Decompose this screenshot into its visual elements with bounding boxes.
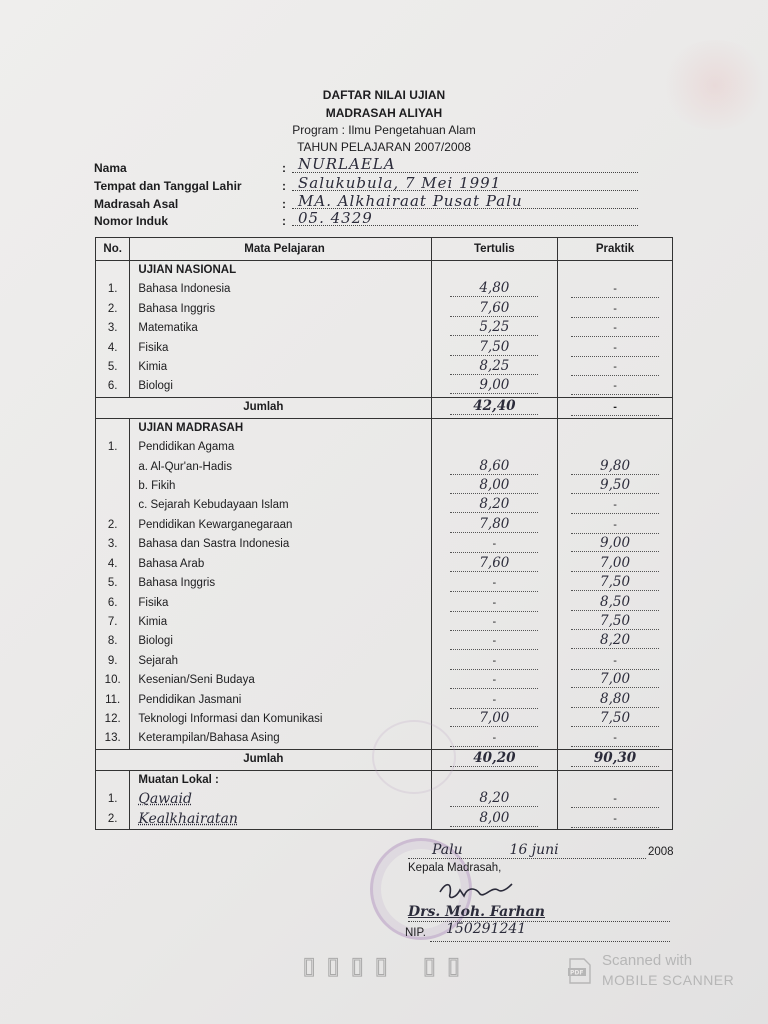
written-score-value: - (450, 634, 538, 650)
pdf-icon (568, 958, 592, 984)
subject-name: Biologi (130, 377, 431, 397)
table-row (96, 377, 673, 397)
section-practice (558, 418, 673, 438)
total-practice-value: - (571, 400, 659, 416)
total-practice (558, 397, 673, 418)
practice-score-value: - (571, 341, 659, 357)
practice-score (558, 810, 673, 830)
section-row (96, 261, 673, 281)
student-id-label: Nomor Induk (94, 214, 168, 228)
subject-name: Bahasa Arab (130, 555, 431, 574)
written-score-value: - (450, 693, 538, 709)
table-row (96, 319, 673, 338)
row-number: 5. (96, 358, 130, 377)
scanner-line1: Scanned with (602, 952, 693, 969)
student-id-colon: : (282, 214, 286, 228)
row-number: 3. (96, 535, 130, 554)
subject-name: Bahasa Inggris (130, 574, 431, 593)
table-row (96, 691, 673, 710)
written-score (431, 516, 557, 535)
written-score (431, 535, 557, 554)
practice-score-value: - (571, 498, 659, 514)
subject-name: Pendidikan Agama (130, 438, 431, 457)
table-row (96, 300, 673, 319)
written-score-value: 7,60 (450, 301, 538, 317)
table-row (96, 516, 673, 535)
row-number: 3. (96, 319, 130, 338)
table-row (96, 594, 673, 613)
signing-year: 2008 (648, 846, 674, 858)
practice-score (558, 594, 673, 613)
program-line: Program : Ilmu Pengetahuan Alam (292, 123, 476, 137)
section-row (96, 418, 673, 438)
practice-score (558, 535, 673, 554)
total-written-value: 42,40 (450, 399, 538, 415)
practice-score-value: - (571, 812, 659, 828)
practice-score-value: 7,50 (571, 614, 659, 630)
table-row (96, 710, 673, 729)
name-dotted-line (292, 172, 638, 173)
subject-name: b. Fikih (130, 477, 431, 496)
section-title: UJIAN MADRASAH (130, 418, 431, 438)
row-number: 12. (96, 710, 130, 729)
practice-score (558, 458, 673, 477)
written-score (431, 280, 557, 299)
practice-score (558, 729, 673, 749)
signing-place: Palu (432, 842, 463, 858)
written-score-value: 8,00 (450, 478, 538, 494)
row-number: 13. (96, 729, 130, 749)
subject-name: Bahasa dan Sastra Indonesia (130, 535, 431, 554)
table-row (96, 613, 673, 632)
subject-name: Bahasa Inggris (130, 300, 431, 319)
faint-stamp-mark (372, 720, 456, 794)
table-row (96, 632, 673, 651)
section-written (431, 261, 557, 281)
school-colon: : (282, 197, 286, 211)
header-practice: Praktik (558, 238, 673, 261)
row-number: 6. (96, 594, 130, 613)
nip-value: 150291241 (446, 921, 527, 937)
practice-score (558, 358, 673, 377)
table-row (96, 535, 673, 554)
written-score-value: - (450, 576, 538, 592)
table-row (96, 477, 673, 496)
written-score (431, 300, 557, 319)
practice-score-value: 7,50 (571, 711, 659, 727)
practice-score (558, 516, 673, 535)
practice-score (558, 652, 673, 671)
written-score (431, 613, 557, 632)
written-score-value: 8,25 (450, 359, 538, 375)
document-title: DAFTAR NILAI UJIAN (322, 88, 446, 102)
written-score-value: - (450, 615, 538, 631)
practice-score (558, 280, 673, 299)
subject-name: Keterampilan/Bahasa Asing (130, 729, 431, 749)
row-number: 1. (96, 790, 130, 809)
name-colon: : (282, 161, 286, 175)
practice-score (558, 339, 673, 358)
student-id-value: 05. 4329 (298, 209, 373, 227)
practice-score-value: - (571, 518, 659, 534)
table-row (96, 458, 673, 477)
subject-name: Matematika (130, 319, 431, 338)
dot-matrix-print-mark: ▯▯▯▯ ▯▯ (300, 948, 469, 983)
practice-score-value: 7,00 (571, 556, 659, 572)
total-label: Jumlah (96, 397, 432, 418)
table-row (96, 496, 673, 515)
written-score-value: 7,00 (450, 711, 538, 727)
practice-score (558, 671, 673, 690)
written-score (431, 790, 557, 809)
written-score-value: - (450, 537, 538, 553)
written-score (431, 496, 557, 515)
written-score (431, 594, 557, 613)
written-score-value: 5,25 (450, 320, 538, 336)
row-number: 4. (96, 555, 130, 574)
practice-score-value: 7,00 (571, 672, 659, 688)
written-score-value: 8,00 (450, 811, 538, 827)
table-row (96, 790, 673, 809)
practice-score (558, 555, 673, 574)
written-score (431, 377, 557, 397)
subject-name: Kimia (130, 613, 431, 632)
signing-date: 16 juni (509, 842, 559, 858)
practice-score-value: - (571, 321, 659, 337)
svg-text:PDF: PDF (570, 969, 584, 977)
written-score-value: 7,80 (450, 517, 538, 533)
subject-name: Kimia (130, 358, 431, 377)
row-number: 10. (96, 671, 130, 690)
section-title: Muatan Lokal : (130, 770, 431, 790)
practice-score (558, 496, 673, 515)
row-number: 9. (96, 652, 130, 671)
header-no: No. (96, 238, 130, 261)
total-written (431, 397, 557, 418)
practice-score-value: 8,50 (571, 595, 659, 611)
total-practice-value: 90,30 (571, 751, 659, 767)
row-number (96, 496, 130, 515)
student-id-dotted-line (292, 225, 638, 226)
written-score-value: - (450, 654, 538, 670)
written-score (431, 671, 557, 690)
school-label: Madrasah Asal (94, 197, 179, 211)
practice-score-value: 9,50 (571, 478, 659, 494)
subject-name: Qawaid (130, 790, 431, 809)
practice-score (558, 613, 673, 632)
subject-name: Biologi (130, 632, 431, 651)
table-row (96, 280, 673, 299)
section-title: UJIAN NASIONAL (130, 261, 431, 281)
practice-score-value: - (571, 360, 659, 376)
handwritten-signature (436, 876, 516, 904)
document-subtitle: MADRASAH ALIYAH (325, 106, 443, 120)
total-row (96, 397, 673, 418)
written-score (431, 477, 557, 496)
name-value: NURLAELA (298, 155, 396, 173)
signer-role: Kepala Madrasah, (408, 862, 502, 874)
subject-name: a. Al-Qur'an-Hadis (130, 458, 431, 477)
official-name: Drs. Moh. Farhan (408, 904, 545, 920)
subject-name: c. Sejarah Kebudayaan Islam (130, 496, 431, 515)
subject-name: Kesenian/Seni Budaya (130, 671, 431, 690)
practice-score (558, 790, 673, 809)
practice-score-value: - (571, 379, 659, 395)
practice-score-value: - (571, 654, 659, 670)
birth-dotted-line (292, 190, 638, 191)
written-score-value: - (450, 596, 538, 612)
table-row (96, 810, 673, 830)
row-number: 2. (96, 810, 130, 830)
practice-score (558, 319, 673, 338)
total-label: Jumlah (96, 749, 432, 770)
written-score-value: 9,00 (450, 378, 538, 394)
subject-name: Bahasa Indonesia (130, 280, 431, 299)
birth-value: Salukubula, 7 Mei 1991 (298, 174, 502, 192)
table-row (96, 358, 673, 377)
practice-score-value: - (571, 731, 659, 747)
row-number: 4. (96, 339, 130, 358)
practice-score-value: 9,80 (571, 459, 659, 475)
written-score-value: - (450, 731, 538, 747)
written-score-value: - (450, 673, 538, 689)
total-practice (558, 749, 673, 770)
row-number (96, 477, 130, 496)
row-number: 2. (96, 300, 130, 319)
name-label: Nama (94, 161, 127, 175)
row-number: 11. (96, 691, 130, 710)
section-practice (558, 261, 673, 281)
header-written: Tertulis (431, 238, 557, 261)
written-score-value: 4,80 (450, 281, 538, 297)
table-row (96, 652, 673, 671)
subject-name: Fisika (130, 594, 431, 613)
written-score (431, 339, 557, 358)
birth-label: Tempat dan Tanggal Lahir (94, 179, 242, 193)
nip-dotted-line (430, 941, 670, 942)
practice-score (558, 691, 673, 710)
row-number: 1. (96, 280, 130, 299)
written-score-value: 7,50 (450, 340, 538, 356)
practice-score (558, 574, 673, 593)
section-no (96, 261, 130, 281)
subject-name: Fisika (130, 339, 431, 358)
table-row (96, 438, 673, 457)
subject-name: Pendidikan Jasmani (130, 691, 431, 710)
row-number: 2. (96, 516, 130, 535)
written-score-value: 8,20 (450, 791, 538, 807)
practice-score (558, 300, 673, 319)
written-score-value: 8,60 (450, 459, 538, 475)
row-number: 6. (96, 377, 130, 397)
written-score (431, 652, 557, 671)
nip-label: NIP. (405, 927, 426, 939)
practice-score-value: 8,20 (571, 633, 659, 649)
table-row (96, 574, 673, 593)
academic-year: TAHUN PELAJARAN 2007/2008 (297, 140, 471, 154)
written-score-value: 7,60 (450, 556, 538, 572)
table-row (96, 555, 673, 574)
written-score (431, 458, 557, 477)
table-row (96, 339, 673, 358)
header-subject: Mata Pelajaran (130, 238, 431, 261)
row-number (96, 458, 130, 477)
row-number: 5. (96, 574, 130, 593)
practice-score (558, 438, 673, 457)
practice-score-value: 7,50 (571, 575, 659, 591)
date-dotted-line (408, 858, 646, 859)
written-score (431, 438, 557, 457)
subject-name: Pendidikan Kewarganegaraan (130, 516, 431, 535)
practice-score-value: - (571, 282, 659, 298)
written-score (431, 810, 557, 830)
table-header-row (96, 238, 673, 261)
practice-score-value: - (571, 302, 659, 318)
practice-score (558, 632, 673, 651)
row-number: 7. (96, 613, 130, 632)
birth-colon: : (282, 179, 286, 193)
practice-score-value: 8,80 (571, 692, 659, 708)
written-score (431, 319, 557, 338)
practice-score-value: 9,00 (571, 536, 659, 552)
subject-name: Sejarah (130, 652, 431, 671)
section-no (96, 770, 130, 790)
row-number: 8. (96, 632, 130, 651)
practice-score (558, 477, 673, 496)
written-score (431, 555, 557, 574)
row-number: 1. (96, 438, 130, 457)
subject-name: Kealkhairatan (130, 810, 431, 830)
section-no (96, 418, 130, 438)
practice-score (558, 377, 673, 397)
scanner-line2: MOBILE SCANNER (602, 972, 735, 988)
section-written (431, 418, 557, 438)
written-score (431, 691, 557, 710)
table-row (96, 671, 673, 690)
practice-score (558, 710, 673, 729)
school-value: MA. Alkhairaat Pusat Palu (298, 192, 523, 210)
subject-name: Teknologi Informasi dan Komunikasi (130, 710, 431, 729)
written-score (431, 632, 557, 651)
written-score (431, 574, 557, 593)
practice-score-value: - (571, 792, 659, 808)
written-score-value: 8,20 (450, 497, 538, 513)
section-practice (558, 770, 673, 790)
written-score (431, 358, 557, 377)
total-written-value: 40,20 (450, 751, 538, 767)
signing-place-date (432, 842, 559, 858)
written-score (431, 710, 557, 729)
